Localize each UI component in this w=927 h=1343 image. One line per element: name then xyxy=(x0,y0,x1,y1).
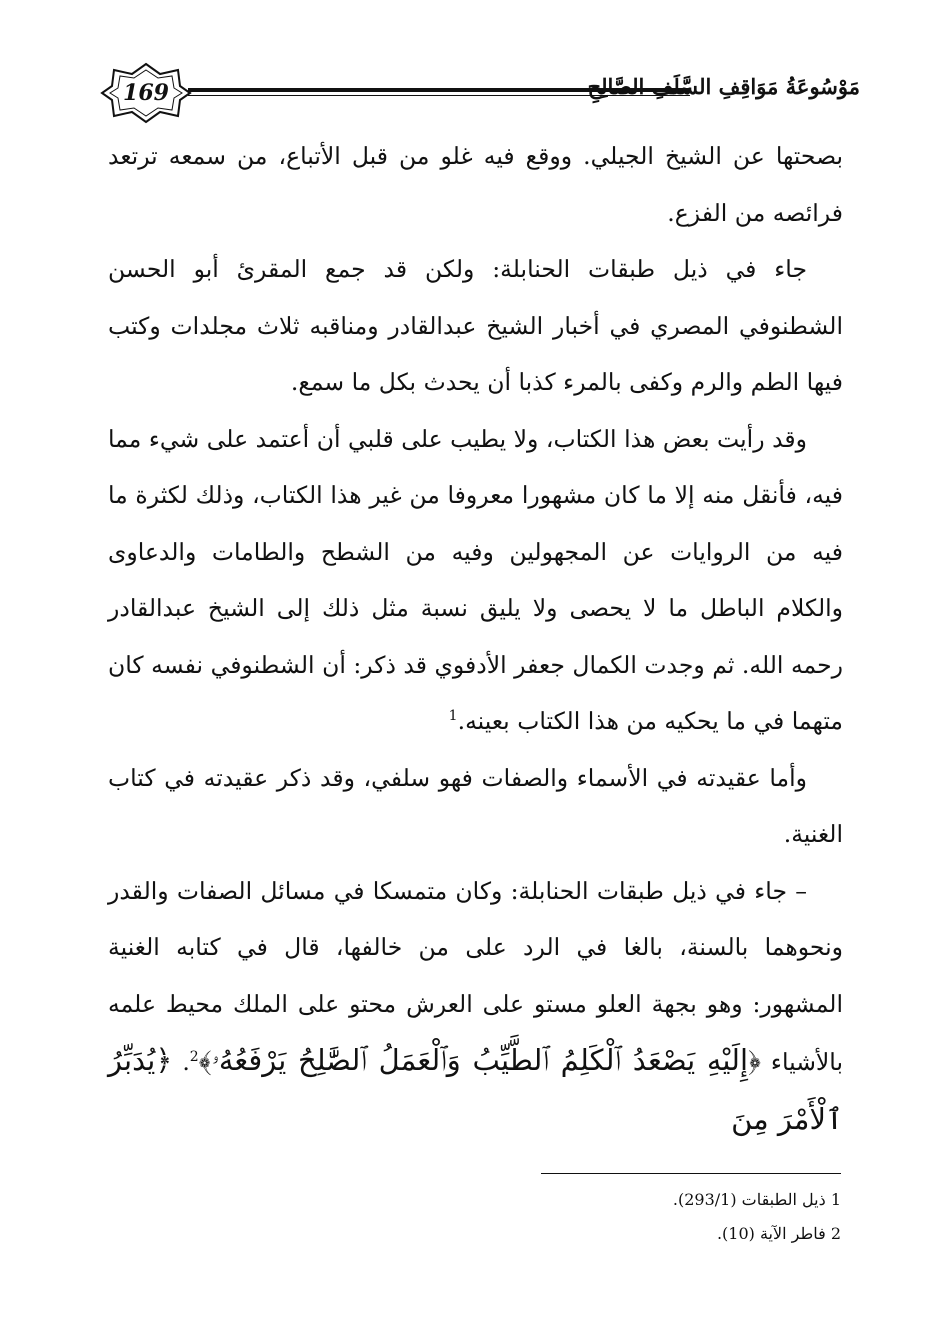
footnote-ref: 1 xyxy=(448,708,458,725)
footnote-ref: 2 xyxy=(189,1049,199,1066)
quran-verse: ﴿إِلَيْهِ يَصْعَدُ ٱلْكَلِمُ ٱلطَّيِّبُ وَٱلْعَمَلُ ٱلصَّٰلِحُ يَرْفَعُهُۥ﴾ xyxy=(198,1043,761,1077)
punctuation: . xyxy=(182,1048,190,1076)
book-title: مَوْسُوعَةُ مَوَاقِفِ السَّلَفِ الصَّالِحِ xyxy=(587,74,860,99)
paragraph: وأما عقيدته في الأسماء والصفات فهو سلفي، وقد ذكر عقيدته في كتاب الغنية. xyxy=(108,763,843,848)
page-number-badge xyxy=(100,62,192,124)
paragraph xyxy=(108,411,843,750)
paragraph-text: – جاء في ذيل طبقات الحنابلة: وكان متمسكا في مسائل الصفات والقدر ونحوهما بالسنة، بالغا في الرد على من خالفها، قال في كتابه الغنية المشهور: وهو بجهة العلو مستو على العرش محتو على الملك محيط علمه بالأشياء xyxy=(108,876,843,1076)
footnotes xyxy=(541,1183,841,1251)
page-body xyxy=(108,128,843,1149)
paragraph: جاء في ذيل طبقات الحنابلة: ولكن قد جمع المقرئ أبو الحسن الشطنوفي المصري في أخبار الشيخ عبدالقادر ومناقبه ثلاث مجلدات وكتب فيها الطم والرم وكفى بالمرء كذبا أن يحدث بكل ما سمع. xyxy=(108,255,843,396)
paragraph xyxy=(108,863,843,1150)
footnote: 2 فاطر الآية (10). xyxy=(716,1224,841,1243)
footnote-divider xyxy=(541,1173,841,1174)
quran-verse: ﴿يُدَبِّرُ ٱلْأَمْرَ مِنَ xyxy=(108,1043,843,1136)
page-header xyxy=(100,62,860,124)
paragraph-text: وقد رأيت بعض هذا الكتاب، ولا يطيب على قلبي أن أعتمد على شيء مما فيه، فأنقل منه إلا ما كان مشهورا معروفا من غير هذا الكتاب، وذلك لكثرة ما فيه من الروايات عن المجهولين وفيه من الشطح والطامات والدعاوى والكلام الباطل ما لا يحصى ولا يليق نسبة مثل ذلك إلى الشيخ عبدالقادر رحمه الله. ثم وجدت الكمال جعفر الأدفوي قد ذكر: أن الشطنوفي نفسه كان متهما في ما يحكيه من هذا الكتاب بعينه. xyxy=(108,424,843,735)
footnote: 1 ذيل الطبقات (293/1). xyxy=(672,1190,841,1209)
paragraph: بصحتها عن الشيخ الجيلي. ووقع فيه غلو من قبل الأتباع، من سمعه ترتعد فرائصه من الفزع. xyxy=(108,142,843,227)
page-number: 169 xyxy=(123,80,169,106)
